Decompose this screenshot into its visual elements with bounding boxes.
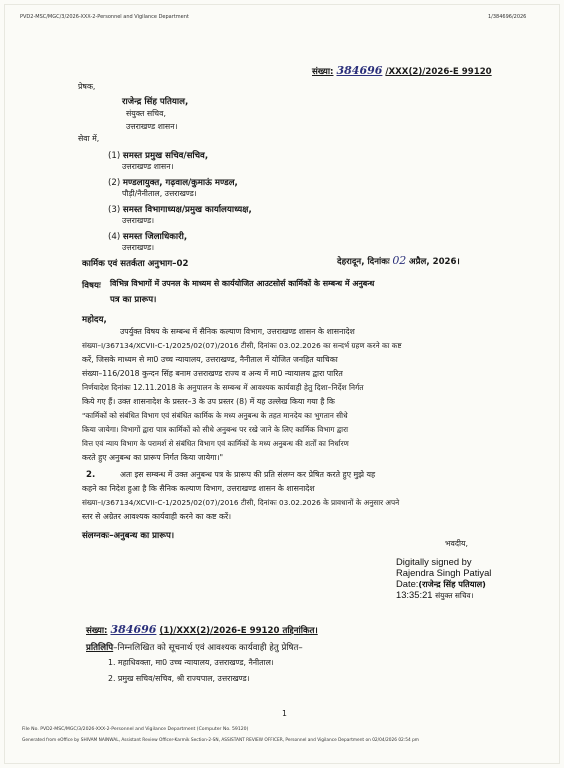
copy-to	[86, 641, 303, 653]
signature-name-hindi: (राजेन्द्र सिंह पतियाल)	[418, 579, 486, 589]
para1-line: करें, जिसके माध्यम से मा0 उच्च न्यायालय, उत्तराखण्ड, नैनीताल में योजित जनहित याचिका	[82, 355, 338, 364]
copy-reference-number	[86, 623, 318, 636]
date-handwritten-day: 02	[392, 254, 407, 267]
para1-line: किये गए हैं। उक्त शासनादेश के प्रस्तर–3 के उप प्रस्तर (8) में यह उल्लेख किया गया है कि	[82, 397, 335, 406]
recipient-number: (1)	[108, 151, 121, 161]
subject-label: विषयः	[82, 281, 101, 291]
reference-number	[312, 64, 492, 77]
para2-line: संख्या–I/367134/XCVII-C-1/2025/02(07)/2016 टीसी, दिनांकः 03.02.2026 के प्रावधानों के अनुसार अपने	[82, 498, 400, 507]
recipient-1	[108, 149, 208, 161]
para1-line: संख्या–I/367134/XCVII-C-1/2025/02(07)/2016 टीसी, दिनांकः 03.02.2026 का सन्दर्भ ग्रहण करने का कष्ट	[82, 341, 402, 350]
section-name: कार्मिक एवं सतर्कता अनुभाग–02	[82, 259, 189, 269]
para2-number: 2.	[86, 470, 96, 480]
recipient-2-line2: पौड़ी/नैनीताल, उत्तराखण्ड।	[122, 189, 197, 198]
para1-line: किया जायेगा। विभागों द्वारा पात्र कार्मिकों को सीधे अनुबन्ध पर रखे जाने के लिए कार्मिक विभाग द्वारा	[82, 425, 349, 434]
recipient-3	[108, 203, 252, 215]
copy-to-label: प्रतिलिपि	[86, 643, 114, 653]
copy-to-item: 1. महाधिवक्ता, मा0 उच्च न्यायालय, उत्तराखण्ड, नैनीताल।	[108, 658, 274, 667]
sender-name: राजेन्द्र सिंह पतियाल,	[122, 97, 189, 107]
copy-ref-suffix: (1)/XXX(2)/2026-E 99120 तद्दिनांकित।	[159, 626, 318, 636]
date-prefix: देहरादून, दिनांकः	[337, 257, 390, 267]
signature-date-label: Date:	[396, 578, 419, 589]
signature-designation: संयुक्त सचिव।	[435, 591, 474, 600]
copy-to-text: –निम्नलिखित को सूचनार्थ एवं आवश्यक कार्यवाही हेतु प्रेषित–	[113, 643, 303, 653]
signature-line-2: Rajendra Singh Patiyal	[396, 567, 492, 578]
place-date	[337, 254, 460, 267]
footer-file-info: File No. PVD2-MSC/MGC/3/2026-XXX-2-Personnel and Vigilance Department (Computer No. 59120)	[22, 727, 249, 732]
enclosure: संलग्नकः–अनुबन्ध का प्रारूप।	[82, 531, 175, 541]
page-number: 1	[282, 709, 287, 718]
copy-ref-handwritten-number: 384696	[110, 623, 157, 636]
para1-line: वित्त एवं न्याय विभाग के परामर्श से संबंधित विभाग एवं कार्मिकों के मध्य अनुबन्ध की शर्तों का निर्धारण	[82, 439, 349, 448]
para2-line: अतः इस सम्बन्ध में उक्त अनुबन्ध पत्र के प्रारूप की प्रति संलग्न कर प्रेषित करते हुए मुझे यह	[120, 470, 376, 479]
copy-to-item: 2. प्रमुख सचिव/सचिव, श्री राज्यपाल, उत्तराखण्ड।	[108, 674, 250, 683]
signature-line-1: Digitally signed by	[396, 556, 472, 567]
sender-label: प्रेषक,	[78, 82, 96, 91]
date-suffix: अप्रैल, 2026।	[409, 257, 460, 267]
recipient-line1: समस्त विभागाध्यक्ष/प्रमुख कार्यालयाध्यक्ष,	[122, 205, 252, 215]
subject-line1: विभिन्न विभागों में उपनल के माध्यम से कार्ययोजित आउटसोर्स कार्मिकों के सम्बन्ध में अनुबन्ध	[110, 279, 375, 288]
recipients-label: सेवा में,	[78, 134, 100, 143]
signature-line-4	[396, 589, 473, 601]
signature-time: 13:35:21	[396, 589, 433, 600]
ref-label: संख्या:	[312, 67, 334, 77]
recipient-4-line2: उत्तराखण्ड।	[122, 243, 155, 252]
ref-handwritten-number: 384696	[336, 64, 383, 77]
salutation: महोदय,	[82, 315, 107, 325]
subject-line2: पत्र का प्रारूप।	[110, 295, 157, 305]
recipient-line1: मण्डलायुक्त, गढ़वाल/कुमाऊं मण्डल,	[122, 178, 238, 188]
sender-designation: संयुक्त सचिव,	[126, 109, 166, 118]
footer-generated-info: Generated from eOffice by SHIVAM NAINWAL, Assistant Review Officer-Karmik Section-2-SN, ASSISTANT REVIEW OFFICER, Personnel and Vigilance Department on 02/04/2026 02:54 pm	[22, 738, 419, 743]
para1-line: निर्णयादेश दिनांकः 12.11.2018 के अनुपालन के सम्बन्ध में आवश्यक कार्यवाही हेतु दिशा–निर्देश निर्गत	[82, 383, 364, 392]
para1-line: करते हुए अनुबन्ध का प्रारूप निर्गत किया जायेगा।"	[82, 453, 224, 462]
para1-line: "कार्मिकों को संबंधित विभाग एवं संबंधित कार्मिक के मध्य अनुबन्ध के तहत मानदेय का भुगतान सीधे	[82, 411, 348, 420]
recipient-number: (3)	[108, 205, 121, 215]
recipient-1-line2: उत्तराखण्ड शासन।	[122, 162, 174, 171]
closing: भवदीय,	[445, 539, 468, 548]
header-doc-id: 1/384696/2026	[488, 14, 527, 20]
recipient-number: (2)	[108, 178, 121, 188]
ref-suffix: /XXX(2)/2026-E 99120	[385, 67, 492, 77]
copy-ref-label: संख्या:	[86, 626, 108, 636]
para1-line: उपर्युक्त विषय के सम्बन्ध में सैनिक कल्याण विभाग, उत्तराखण्ड शासन के शासनादेश	[120, 327, 355, 336]
recipient-line1: समस्त जिलाधिकारी,	[122, 232, 188, 242]
para1-line: संख्या–116/2018 कुन्दन सिंह बनाम उत्तराखण्ड राज्य व अन्य में मा0 न्यायालय द्वारा पारित	[82, 369, 343, 378]
recipient-number: (4)	[108, 232, 121, 242]
recipient-2	[108, 176, 238, 188]
sender-govt: उत्तराखण्ड शासन।	[126, 122, 178, 131]
para2-line: स्तर से अग्रेतर आवश्यक कार्यवाही करने का कष्ट करें।	[82, 512, 232, 521]
recipient-line1: समस्त प्रमुख सचिव/सचिव,	[122, 151, 209, 161]
para2-line: कहने का निदेश हुआ है कि सैनिक कल्याण विभाग, उत्तराखण्ड शासन के शासनादेश	[82, 484, 315, 493]
recipient-4	[108, 230, 187, 242]
recipient-3-line2: उत्तराखण्ड।	[122, 216, 155, 225]
header-file-ref: PVD2-MSC/MGC/3/2026-XXX-2-Personnel and Vigilance Department	[20, 14, 189, 20]
